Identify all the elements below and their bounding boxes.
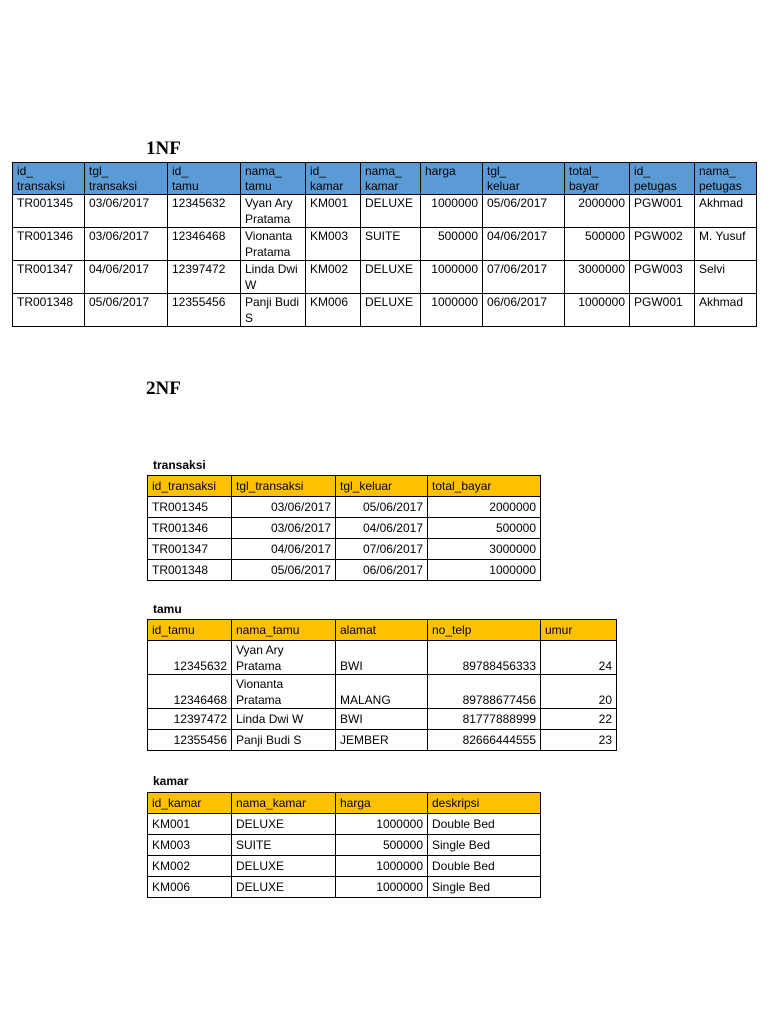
column-header: id_kamar xyxy=(148,793,232,814)
table-tamu-header-row xyxy=(148,620,617,641)
heading-2nf: 2NF xyxy=(146,378,181,399)
table-row xyxy=(148,814,541,835)
caption-transaksi: transaksi xyxy=(153,458,206,472)
table-row xyxy=(13,195,757,228)
table-cell: 12345632 xyxy=(168,195,241,228)
table-cell: 24 xyxy=(541,641,617,675)
table-cell: 12397472 xyxy=(148,709,232,730)
column-header: tgl_ transaksi xyxy=(85,163,168,195)
column-header: nama_tamu xyxy=(232,620,336,641)
table-cell: Linda Dwi W xyxy=(232,709,336,730)
table-cell: 81777888999 xyxy=(428,709,541,730)
table-cell: 05/06/2017 xyxy=(85,294,168,327)
table-cell: Double Bed xyxy=(428,814,541,835)
table-cell: Panji Budi S xyxy=(241,294,306,327)
table-cell: PGW002 xyxy=(630,228,695,261)
column-header: umur xyxy=(541,620,617,641)
table-cell: 07/06/2017 xyxy=(336,539,428,560)
table-cell: 82666444555 xyxy=(428,730,541,751)
table-cell: 500000 xyxy=(428,518,541,539)
heading-1nf: 1NF xyxy=(146,138,181,159)
table-cell: Double Bed xyxy=(428,856,541,877)
table-row xyxy=(148,730,617,751)
table-cell: DELUXE xyxy=(232,856,336,877)
table-cell: 12345632 xyxy=(148,641,232,675)
table-cell: Panji Budi S xyxy=(232,730,336,751)
table-row xyxy=(148,641,617,675)
table-cell: 12355456 xyxy=(148,730,232,751)
table-cell: TR001347 xyxy=(148,539,232,560)
table-cell: PGW001 xyxy=(630,294,695,327)
table-cell: 04/06/2017 xyxy=(483,228,565,261)
table-cell: KM002 xyxy=(148,856,232,877)
table-cell: DELUXE xyxy=(361,294,421,327)
table-cell: 89788456333 xyxy=(428,641,541,675)
table-cell: 500000 xyxy=(421,228,483,261)
table-row xyxy=(148,856,541,877)
table-tamu xyxy=(147,619,617,751)
column-header: id_ tamu xyxy=(168,163,241,195)
table-cell: PGW003 xyxy=(630,261,695,294)
table-cell: Akhmad xyxy=(695,195,757,228)
table-cell: 07/06/2017 xyxy=(483,261,565,294)
table-cell: DELUXE xyxy=(361,195,421,228)
table-cell: 1000000 xyxy=(428,560,541,581)
table-1nf-header-row xyxy=(13,163,757,195)
table-cell: 12397472 xyxy=(168,261,241,294)
table-cell: MALANG xyxy=(336,675,428,709)
column-header: tgl_transaksi xyxy=(232,476,336,497)
column-header: id_transaksi xyxy=(148,476,232,497)
table-cell: 03/06/2017 xyxy=(85,228,168,261)
table-cell: 12346468 xyxy=(148,675,232,709)
table-row xyxy=(148,877,541,898)
table-cell: 1000000 xyxy=(421,294,483,327)
table-cell: 03/06/2017 xyxy=(85,195,168,228)
table-cell: 2000000 xyxy=(565,195,630,228)
table-cell: 1000000 xyxy=(421,261,483,294)
table-row xyxy=(148,497,541,518)
table-cell: TR001346 xyxy=(148,518,232,539)
column-header: harga xyxy=(336,793,428,814)
table-cell: TR001348 xyxy=(148,560,232,581)
table-1nf xyxy=(12,162,757,327)
table-cell: TR001348 xyxy=(13,294,85,327)
table-cell: KM001 xyxy=(306,195,361,228)
table-cell: KM003 xyxy=(306,228,361,261)
table-cell: 04/06/2017 xyxy=(336,518,428,539)
table-kamar-header-row xyxy=(148,793,541,814)
column-header: harga xyxy=(421,163,483,195)
column-header: tgl_ keluar xyxy=(483,163,565,195)
table-row xyxy=(148,835,541,856)
table-cell: BWI xyxy=(336,641,428,675)
table-cell: 06/06/2017 xyxy=(336,560,428,581)
table-row xyxy=(13,261,757,294)
column-header: id_tamu xyxy=(148,620,232,641)
table-row xyxy=(148,560,541,581)
table-cell: DELUXE xyxy=(232,877,336,898)
table-cell: 23 xyxy=(541,730,617,751)
table-cell: KM006 xyxy=(306,294,361,327)
table-transaksi xyxy=(147,475,541,581)
table-cell: 06/06/2017 xyxy=(483,294,565,327)
table-cell: TR001347 xyxy=(13,261,85,294)
table-cell: 03/06/2017 xyxy=(232,518,336,539)
table-cell: PGW001 xyxy=(630,195,695,228)
table-kamar xyxy=(147,792,541,898)
table-cell: TR001346 xyxy=(13,228,85,261)
table-cell: KM002 xyxy=(306,261,361,294)
caption-kamar: kamar xyxy=(153,774,189,788)
column-header: id_ transaksi xyxy=(13,163,85,195)
table-cell: 500000 xyxy=(336,835,428,856)
table-row xyxy=(148,518,541,539)
table-cell: 12355456 xyxy=(168,294,241,327)
table-row xyxy=(148,539,541,560)
table-cell: 1000000 xyxy=(336,814,428,835)
table-cell: 89788677456 xyxy=(428,675,541,709)
table-cell: TR001345 xyxy=(13,195,85,228)
table-cell: 05/06/2017 xyxy=(232,560,336,581)
column-header: tgl_keluar xyxy=(336,476,428,497)
table-cell: 05/06/2017 xyxy=(336,497,428,518)
table-cell: TR001345 xyxy=(148,497,232,518)
column-header: nama_ tamu xyxy=(241,163,306,195)
table-cell: DELUXE xyxy=(232,814,336,835)
table-cell: KM003 xyxy=(148,835,232,856)
table-cell: 3000000 xyxy=(565,261,630,294)
table-cell: DELUXE xyxy=(361,261,421,294)
table-row xyxy=(13,294,757,327)
table-cell: 1000000 xyxy=(336,856,428,877)
table-cell: Linda Dwi W xyxy=(241,261,306,294)
table-cell: KM006 xyxy=(148,877,232,898)
column-header: id_ petugas xyxy=(630,163,695,195)
table-cell: SUITE xyxy=(232,835,336,856)
table-cell: SUITE xyxy=(361,228,421,261)
table-cell: Vyan Ary Pratama xyxy=(241,195,306,228)
table-cell: 1000000 xyxy=(421,195,483,228)
column-header: nama_kamar xyxy=(232,793,336,814)
column-header: deskripsi xyxy=(428,793,541,814)
table-cell: BWI xyxy=(336,709,428,730)
table-cell: 20 xyxy=(541,675,617,709)
table-cell: JEMBER xyxy=(336,730,428,751)
table-transaksi-header-row xyxy=(148,476,541,497)
table-row xyxy=(148,709,617,730)
table-cell: Akhmad xyxy=(695,294,757,327)
table-cell: KM001 xyxy=(148,814,232,835)
column-header: alamat xyxy=(336,620,428,641)
column-header: id_ kamar xyxy=(306,163,361,195)
table-cell: Vyan Ary Pratama xyxy=(232,641,336,675)
table-cell: Single Bed xyxy=(428,877,541,898)
table-cell: Selvi xyxy=(695,261,757,294)
column-header: total_bayar xyxy=(428,476,541,497)
table-cell: 1000000 xyxy=(336,877,428,898)
table-cell: 500000 xyxy=(565,228,630,261)
table-cell: 2000000 xyxy=(428,497,541,518)
column-header: nama_ petugas xyxy=(695,163,757,195)
table-row xyxy=(13,228,757,261)
column-header: nama_ kamar xyxy=(361,163,421,195)
table-cell: 04/06/2017 xyxy=(85,261,168,294)
table-cell: 03/06/2017 xyxy=(232,497,336,518)
table-cell: 1000000 xyxy=(565,294,630,327)
table-cell: 04/06/2017 xyxy=(232,539,336,560)
table-cell: Vionanta Pratama xyxy=(232,675,336,709)
table-cell: Vionanta Pratama xyxy=(241,228,306,261)
table-cell: M. Yusuf xyxy=(695,228,757,261)
caption-tamu: tamu xyxy=(153,602,182,616)
table-cell: 3000000 xyxy=(428,539,541,560)
table-cell: 05/06/2017 xyxy=(483,195,565,228)
column-header: no_telp xyxy=(428,620,541,641)
table-row xyxy=(148,675,617,709)
table-cell: Single Bed xyxy=(428,835,541,856)
column-header: total_ bayar xyxy=(565,163,630,195)
table-cell: 12346468 xyxy=(168,228,241,261)
table-cell: 22 xyxy=(541,709,617,730)
